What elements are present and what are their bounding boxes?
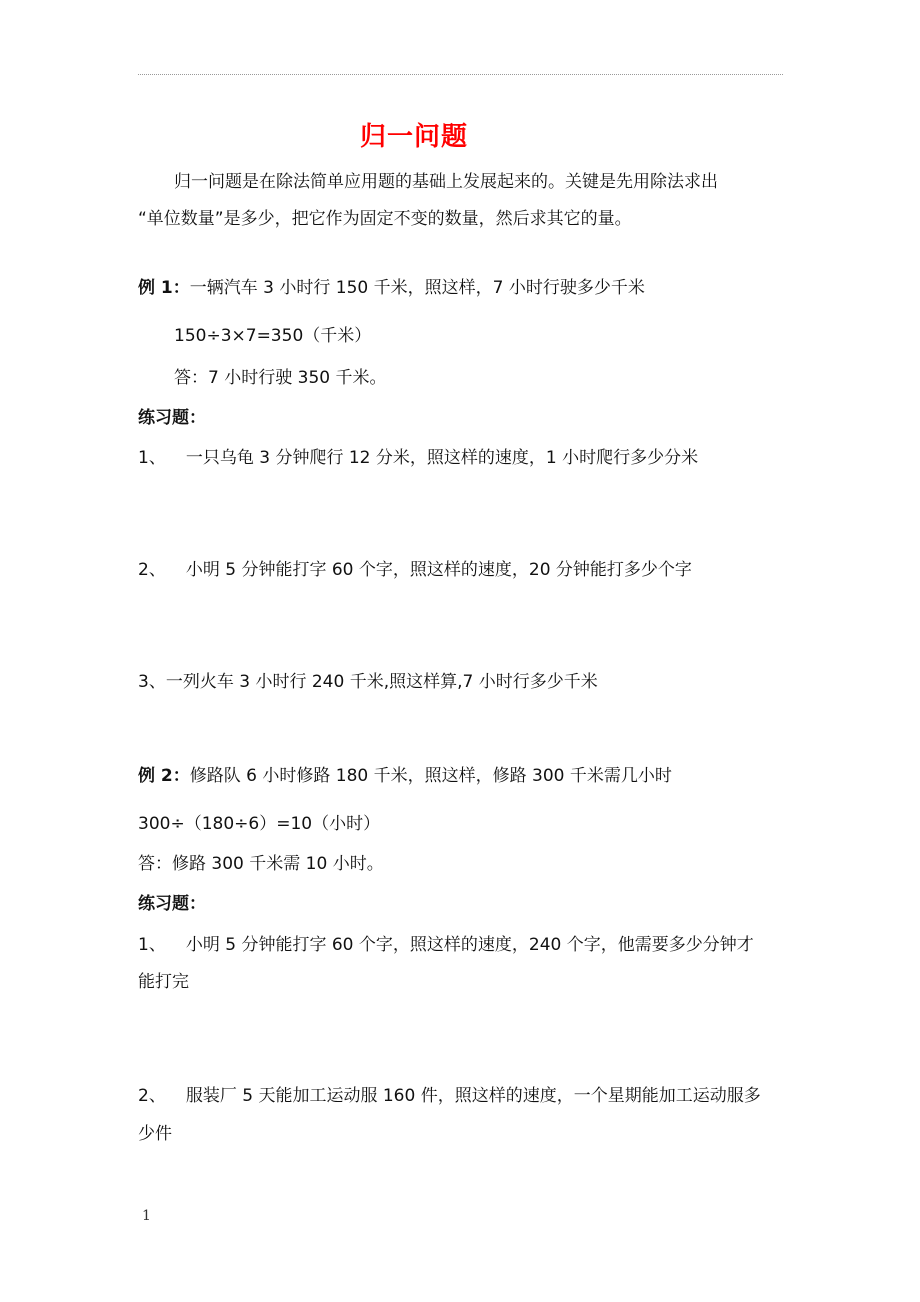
example-1-question: [138, 276, 645, 300]
item-number: 2、: [138, 560, 166, 580]
example-2-label: 例 2：: [138, 766, 190, 786]
item-text: 小明 5 分钟能打字 60 个字，照这样的速度，240 个字，他需要多少分钟才: [185, 935, 754, 955]
example-2-formula: 300÷（180÷6）=10（小时）: [138, 814, 381, 834]
practice-2-item-2-cont: 少件: [138, 1124, 172, 1144]
example-1-formula: 150÷3×7=350（千米）: [174, 326, 372, 346]
practice-2-item-1-cont: 能打完: [138, 972, 189, 992]
practice-1-item-1: [138, 446, 698, 470]
header-rule: [138, 74, 783, 75]
intro-line-1: 归一问题是在除法简单应用题的基础上发展起来的。关键是先用除法求出: [174, 172, 718, 192]
item-text: 小明 5 分钟能打字 60 个字，照这样的速度，20 分钟能打多少个字: [185, 560, 692, 580]
item-text: 服装厂 5 天能加工运动服 160 件，照这样的速度，一个星期能加工运动服多: [185, 1086, 761, 1106]
item-text: 一列火车 3 小时行 240 千米,照这样算,7 小时行多少千米: [165, 672, 598, 692]
item-text: 一只乌龟 3 分钟爬行 12 分米，照这样的速度，1 小时爬行多少分米: [185, 448, 699, 468]
item-number: 2、: [138, 1086, 166, 1106]
practice-1-item-3: [138, 670, 598, 694]
practice-1-item-2: [138, 558, 692, 582]
example-2-text: 修路队 6 小时修路 180 千米，照这样，修路 300 千米需几小时: [189, 766, 672, 786]
example-1-answer: 答：7 小时行驶 350 千米。: [174, 368, 387, 388]
page-number: 1: [142, 1208, 151, 1224]
practice-2-heading: 练习题：: [138, 894, 206, 914]
example-2-question: [138, 764, 672, 788]
practice-1-heading: 练习题：: [138, 408, 206, 428]
item-number: 1、: [138, 448, 166, 468]
page-title: 归一问题: [360, 122, 469, 152]
example-1-text: 一辆汽车 3 小时行 150 千米，照这样，7 小时行驶多少千米: [189, 278, 645, 298]
item-number: 3、: [138, 672, 166, 692]
intro-line-2: “单位数量”是多少，把它作为固定不变的数量，然后求其它的量。: [138, 209, 632, 229]
example-1-label: 例 1：: [138, 278, 190, 298]
practice-2-item-1: [138, 933, 754, 957]
item-number: 1、: [138, 935, 166, 955]
example-2-answer: 答：修路 300 千米需 10 小时。: [138, 854, 384, 874]
practice-2-item-2: [138, 1084, 761, 1108]
